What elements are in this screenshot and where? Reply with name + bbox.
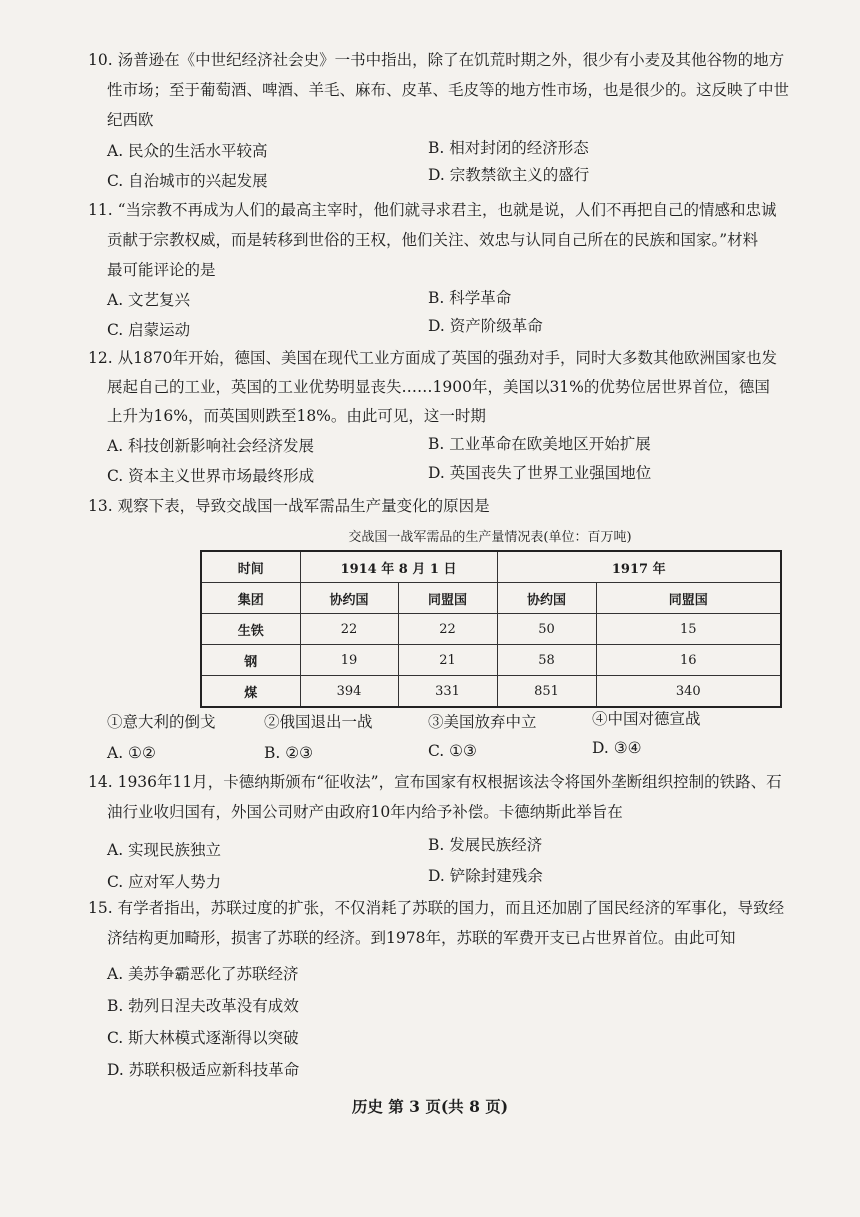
header-1914: 1914 年 8 月 1 日 bbox=[300, 551, 497, 583]
q13-option-a: A. ①② bbox=[107, 744, 156, 762]
q13-item-3: ③美国放弃中立 bbox=[428, 713, 537, 731]
q13-option-d: D. ③④ bbox=[592, 739, 642, 757]
table-cell: 851 bbox=[497, 676, 596, 708]
q10-stem-line-3: 纪西欧 bbox=[107, 111, 154, 129]
table-cell: 58 bbox=[497, 645, 596, 676]
header-group: 集团 bbox=[201, 583, 300, 614]
header-entente-1917: 协约国 bbox=[497, 583, 596, 614]
q11-option-b: B. 科学革命 bbox=[428, 289, 512, 307]
q14-option-d: D. 铲除封建残余 bbox=[428, 867, 543, 885]
q13-option-c: C. ①③ bbox=[428, 742, 477, 760]
q14-option-c: C. 应对军人势力 bbox=[107, 873, 222, 891]
table-cell: 15 bbox=[596, 614, 781, 645]
q13-item-4: ④中国对德宣战 bbox=[592, 710, 701, 728]
header-central-1914: 同盟国 bbox=[398, 583, 497, 614]
row-label-steel: 钢 bbox=[201, 645, 300, 676]
q12-stem-line-3: 上升为16%，而英国则跌至18%。由此可见，这一时期 bbox=[107, 407, 486, 425]
q14-stem-line-1: 14. 1936年11月，卡德纳斯颁布“征收法”，宣布国家有权根据该法令将国外垄断组织控制的铁路、石 bbox=[88, 773, 782, 791]
table-caption: 交战国一战军需品的生产量情况表(单位：百万吨) bbox=[348, 530, 632, 545]
q11-option-d: D. 资产阶级革命 bbox=[428, 317, 543, 335]
q15-option-c: C. 斯大林模式逐渐得以突破 bbox=[107, 1029, 299, 1047]
q12-stem-line-2: 展起自己的工业，英国的工业优势明显丧失……1900年，美国以31%的优势位居世界首位，德国 bbox=[107, 378, 770, 396]
q12-option-b: B. 工业革命在欧美地区开始扩展 bbox=[428, 435, 651, 453]
q15-option-a: A. 美苏争霸恶化了苏联经济 bbox=[107, 965, 299, 983]
q12-stem-line-1: 12. 从1870年开始，德国、美国在现代工业方面成了英国的强劲对手，同时大多数其他欧洲国家也发 bbox=[88, 349, 778, 367]
q11-stem-line-1: 11. “当宗教不再成为人们的最高主宰时，他们就寻求君主，也就是说，人们不再把自己的情感和忠诚 bbox=[88, 201, 777, 219]
table-cell: 21 bbox=[398, 645, 497, 676]
q10-option-c: C. 自治城市的兴起发展 bbox=[107, 172, 268, 190]
q12-option-d: D. 英国丧失了世界工业强国地位 bbox=[428, 464, 652, 482]
q10-option-b: B. 相对封闭的经济形态 bbox=[428, 139, 589, 157]
header-entente-1914: 协约国 bbox=[300, 583, 398, 614]
table-row bbox=[201, 645, 781, 676]
q11-option-a: A. 文艺复兴 bbox=[107, 291, 191, 309]
table-row bbox=[201, 614, 781, 645]
table-cell: 22 bbox=[300, 614, 398, 645]
q10-stem-line-2: 性市场；至于葡萄酒、啤酒、羊毛、麻布、皮革、毛皮等的地方性市场，也是很少的。这反映了中世 bbox=[107, 81, 790, 99]
q14-option-a: A. 实现民族独立 bbox=[107, 841, 222, 859]
table-cell: 331 bbox=[398, 676, 497, 708]
header-central-1917: 同盟国 bbox=[596, 583, 781, 614]
table-cell: 394 bbox=[300, 676, 398, 708]
q15-stem-line-1: 15. 有学者指出，苏联过度的扩张，不仅消耗了苏联的国力，而且还加剧了国民经济的军事化，导致经 bbox=[88, 899, 785, 917]
table-cell: 50 bbox=[497, 614, 596, 645]
q13-item-2: ②俄国退出一战 bbox=[264, 713, 373, 731]
table-cell: 19 bbox=[300, 645, 398, 676]
q15-stem-line-2: 济结构更加畸形，损害了苏联的经济。到1978年，苏联的军费开支已占世界首位。由此可知 bbox=[107, 929, 736, 947]
table-cell: 16 bbox=[596, 645, 781, 676]
q11-stem-line-3: 最可能评论的是 bbox=[107, 261, 216, 279]
table-row bbox=[201, 676, 781, 708]
header-time: 时间 bbox=[201, 551, 300, 583]
munitions-production-table bbox=[200, 550, 782, 708]
table-header-row-1 bbox=[201, 551, 781, 583]
q10-option-d: D. 宗教禁欲主义的盛行 bbox=[428, 166, 590, 184]
q15-option-d: D. 苏联积极适应新科技革命 bbox=[107, 1061, 300, 1079]
q13-item-1: ①意大利的倒戈 bbox=[107, 713, 216, 731]
q14-option-b: B. 发展民族经济 bbox=[428, 836, 543, 854]
q12-option-a: A. 科技创新影响社会经济发展 bbox=[107, 437, 315, 455]
row-label-coal: 煤 bbox=[201, 676, 300, 708]
table-cell: 340 bbox=[596, 676, 781, 708]
q14-stem-line-2: 油行业收归国有，外国公司财产由政府10年内给予补偿。卡德纳斯此举旨在 bbox=[107, 803, 623, 821]
q15-option-b: B. 勃列日涅夫改革没有成效 bbox=[107, 997, 299, 1015]
q13-stem-line-1: 13. 观察下表，导致交战国一战军需品生产量变化的原因是 bbox=[88, 497, 490, 515]
header-1917: 1917 年 bbox=[497, 551, 781, 583]
q11-option-c: C. 启蒙运动 bbox=[107, 321, 191, 339]
q10-stem-line-1: 10. 汤普逊在《中世纪经济社会史》一书中指出，除了在饥荒时期之外，很少有小麦及其他谷物的地方 bbox=[88, 51, 785, 69]
table-cell: 22 bbox=[398, 614, 497, 645]
row-label-pig-iron: 生铁 bbox=[201, 614, 300, 645]
table-header-row-2 bbox=[201, 583, 781, 614]
page-footer: 历史 第 3 页(共 8 页) bbox=[351, 1097, 509, 1116]
q13-option-b: B. ②③ bbox=[264, 744, 314, 762]
q10-option-a: A. 民众的生活水平较高 bbox=[107, 142, 268, 160]
q12-option-c: C. 资本主义世界市场最终形成 bbox=[107, 467, 315, 485]
q11-stem-line-2: 贡献于宗教权威，而是转移到世俗的王权，他们关注、效忠与认同自己所在的民族和国家。”材料 bbox=[107, 231, 759, 249]
